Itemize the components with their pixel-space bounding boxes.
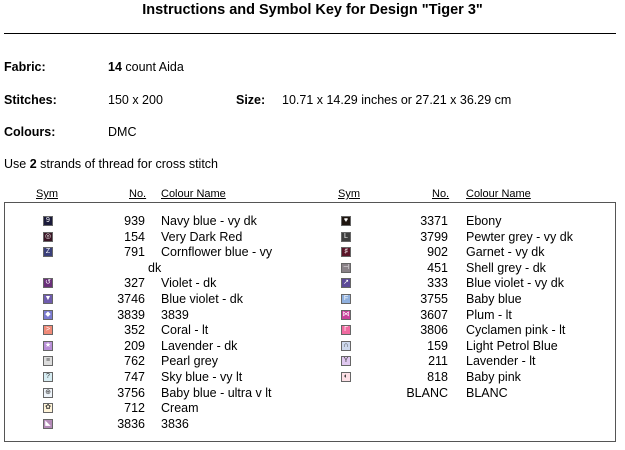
left-dmc-number: 352	[124, 323, 145, 338]
right-symbol-swatch: ♯	[341, 247, 351, 257]
right-colour-name: Cyclamen pink - lt	[466, 323, 566, 338]
right-header-name: Colour Name	[466, 188, 531, 200]
left-symbol-swatch: ▼	[44, 295, 52, 302]
left-symbol-swatch: >	[43, 325, 53, 335]
left-header-sym: Sym	[36, 188, 58, 200]
left-colour-name: Lavender - dk	[161, 338, 238, 353]
strand-count: 2	[29, 157, 37, 171]
left-header-name: Colour Name	[161, 188, 226, 200]
left-symbol-swatch: ↺	[43, 278, 53, 288]
left-colour-name: Sky blue - vy lt	[161, 370, 243, 384]
right-dmc-number: 818	[427, 370, 448, 384]
right-colour-name: Baby pink	[466, 370, 521, 384]
left-symbol-swatch: ★	[44, 341, 52, 349]
title-underline	[4, 33, 616, 34]
right-colour-name: Pewter grey - vy dk	[466, 229, 573, 244]
right-colour-name: Plum - lt	[466, 307, 512, 322]
left-colour-name-cont: dk	[148, 260, 162, 275]
right-colour-name: Garnet - vy dk	[466, 245, 545, 260]
right-dmc-number: 3806	[420, 323, 448, 338]
right-dmc-number: 3607	[420, 307, 448, 322]
right-dmc-number: 3371	[420, 214, 448, 228]
right-colour-name: Shell grey - dk	[466, 260, 546, 275]
left-dmc-number: 3746	[117, 292, 145, 306]
right-dmc-number: 3799	[420, 229, 448, 244]
stitches-label: Stitches:	[4, 93, 57, 107]
right-dmc-number: 902	[427, 245, 448, 260]
right-colour-name: Baby blue	[466, 292, 522, 306]
right-dmc-number: 211	[428, 354, 448, 369]
right-symbol-swatch: ↗	[341, 278, 351, 288]
left-dmc-number: 791	[124, 245, 145, 260]
left-colour-name: Very Dark Red	[161, 229, 243, 244]
size-value: 10.71 x 14.29 inches or 27.21 x 36.29 cm	[282, 93, 512, 107]
left-dmc-number: 747	[124, 370, 145, 384]
right-symbol-swatch: ⊣	[342, 263, 350, 271]
left-dmc-number: 209	[124, 338, 145, 353]
colours-value: DMC	[108, 125, 137, 139]
left-colour-name: Navy blue - vy dk	[161, 214, 257, 228]
instruction-pre: Use	[4, 157, 27, 171]
left-colour-name: Coral - lt	[161, 323, 209, 338]
left-symbol-swatch: Z	[43, 247, 53, 257]
left-colour-name: Baby blue - ultra v lt	[161, 385, 272, 400]
right-colour-name: Light Petrol Blue	[466, 338, 558, 353]
right-dmc-number: 333	[427, 276, 448, 291]
left-dmc-number: 3836	[117, 416, 145, 431]
right-colour-name: BLANC	[466, 385, 508, 400]
fabric-count: 14	[108, 60, 122, 74]
left-colour-name: 3836	[161, 416, 189, 431]
left-header-no: No.	[129, 188, 147, 200]
left-colour-name: Pearl grey	[161, 354, 218, 369]
right-colour-name: Blue violet - vy dk	[466, 276, 564, 291]
left-colour-name: Cornflower blue - vy	[161, 245, 273, 260]
right-dmc-number: 3755	[420, 292, 448, 306]
instruction-post: strands of thread for cross stitch	[40, 157, 219, 171]
left-dmc-number: 712	[124, 401, 145, 416]
left-dmc-number: 3756	[117, 385, 145, 400]
left-dmc-number: 154	[124, 229, 145, 244]
left-symbol-swatch: ◆	[43, 310, 53, 320]
left-dmc-number: 327	[124, 276, 145, 291]
left-dmc-number: 3839	[117, 307, 145, 322]
left-symbol-swatch: ◎	[44, 232, 52, 240]
stitches-value: 150 x 200	[108, 93, 163, 107]
size-label: Size:	[236, 93, 266, 107]
right-symbol-swatch: Γ	[341, 325, 351, 335]
left-colour-name: Blue violet - dk	[161, 292, 243, 306]
left-symbol-swatch: ✿	[43, 403, 53, 413]
right-header-no: No.	[432, 188, 450, 200]
right-colour-name: Ebony	[466, 214, 502, 228]
colours-label: Colours:	[4, 125, 56, 139]
left-colour-name: Cream	[161, 401, 199, 416]
left-symbol-swatch: ?	[43, 372, 53, 382]
right-symbol-swatch: ⋈	[342, 310, 350, 318]
fabric-label: Fabric:	[4, 60, 46, 74]
fabric-value	[108, 60, 184, 74]
thread-instruction	[4, 157, 218, 171]
left-symbol-swatch: 9	[43, 216, 53, 226]
page-title: Instructions and Symbol Key for Design "Tiger 3"	[142, 2, 483, 18]
right-symbol-swatch: L	[341, 232, 351, 242]
right-symbol-swatch: ♥	[341, 216, 351, 226]
left-colour-name: 3839	[161, 307, 189, 322]
left-symbol-swatch: ◣	[43, 419, 53, 429]
left-dmc-number: 762	[124, 354, 145, 369]
right-symbol-swatch: ◐	[341, 372, 351, 382]
left-dmc-number: 939	[124, 214, 145, 228]
fabric-type: count Aida	[125, 60, 184, 74]
right-symbol-swatch: Y	[341, 356, 351, 366]
right-dmc-number: 451	[427, 260, 448, 275]
right-dmc-number: 159	[427, 338, 448, 353]
right-dmc-number: BLANC	[406, 385, 448, 400]
right-colour-name: Lavender - lt	[466, 354, 536, 369]
right-symbol-swatch: ∩	[341, 341, 351, 351]
left-symbol-swatch: ⊕	[43, 388, 53, 398]
left-symbol-swatch: ≡	[43, 356, 53, 366]
left-colour-name: Violet - dk	[161, 276, 217, 291]
right-symbol-swatch: F	[341, 294, 351, 304]
right-header-sym: Sym	[338, 188, 360, 200]
